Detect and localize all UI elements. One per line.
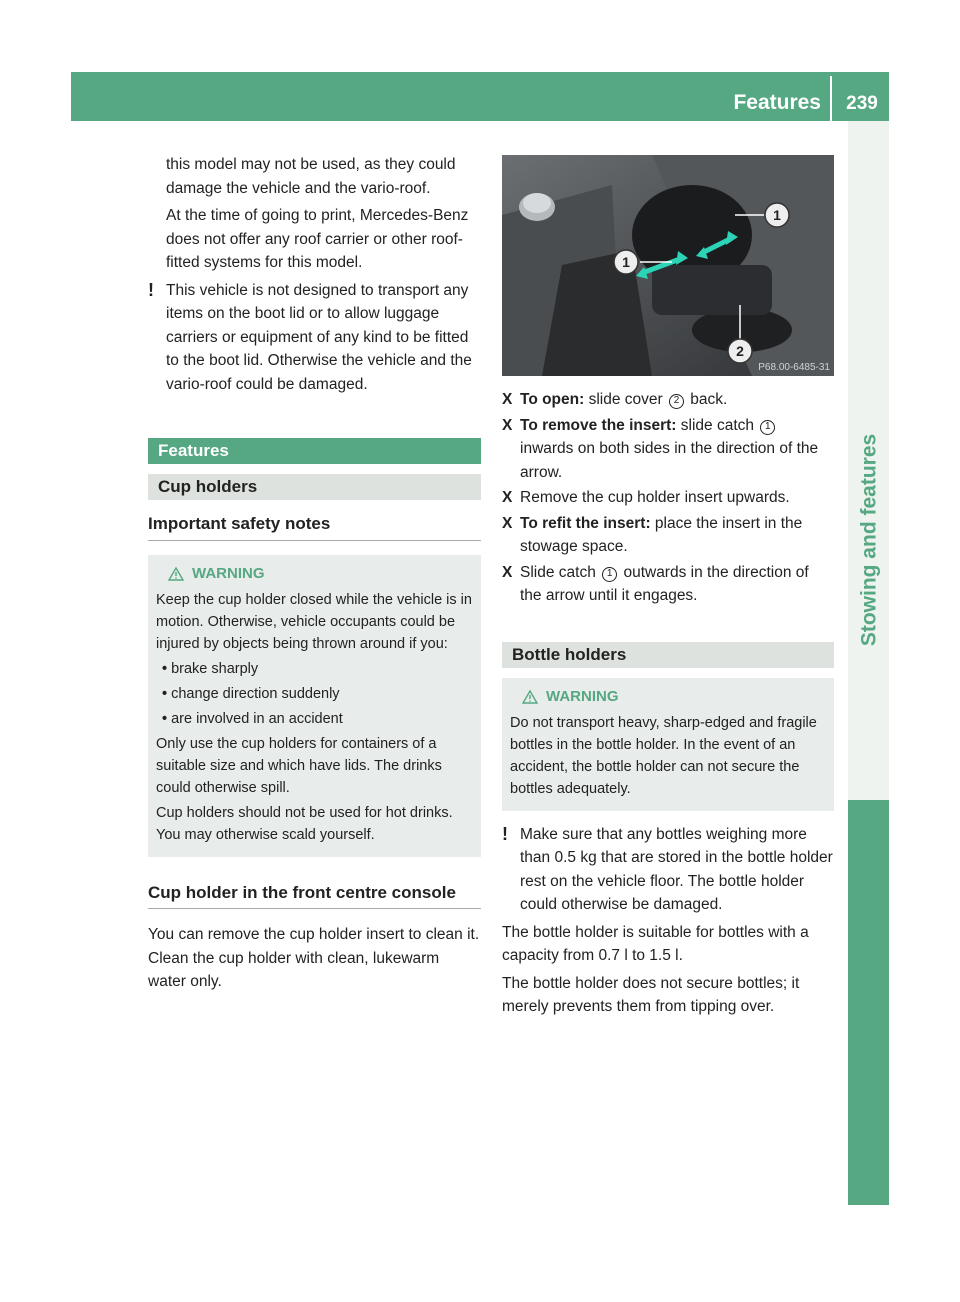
step-slide-catch: X Slide catch 1 outwards in the direction of the arrow until it engages. xyxy=(502,561,834,608)
side-tab-marker xyxy=(848,800,889,1205)
header-title: Features xyxy=(733,91,821,114)
arrow-right-icon: X xyxy=(502,489,513,506)
left-column xyxy=(148,153,481,998)
safety-heading: Important safety notes xyxy=(148,512,481,541)
section-title: Features xyxy=(148,438,481,464)
side-tab xyxy=(848,280,889,800)
exclamation-icon: ! xyxy=(148,279,154,300)
list-item: • change direction suddenly xyxy=(162,685,340,702)
bottle-warning-text: Do not transport heavy, sharp-edged and fragile bottles in the bottle holder. In the event of an accident, the bottle holder can not secure the bottles adequately. xyxy=(510,714,817,797)
side-tab-label: Stowing and features xyxy=(856,433,880,647)
cup-holder-photo xyxy=(502,155,834,376)
step-refit-insert: X To refit the insert: place the insert in the stowage space. xyxy=(502,512,834,559)
warning-paragraph-3: Cup holders should not be used for hot drinks. You may otherwise scald yourself. xyxy=(156,804,453,843)
warning-triangle-icon xyxy=(522,690,538,704)
callout-1-left-label: 1 xyxy=(622,254,630,270)
intro-paragraph-2: At the time of going to print, Mercedes-Benz does not offer any roof carrier or other roof-fitted systems for this model. xyxy=(166,207,469,271)
intro-paragraph-1: this model may not be used, as they could damage the vehicle and the vario-roof. xyxy=(166,156,456,197)
console-heading: Cup holder in the front centre console xyxy=(148,881,481,910)
callout-marker: 2 xyxy=(669,394,684,409)
bottle-holders-title: Bottle holders xyxy=(502,642,834,668)
arrow-right-icon: X xyxy=(502,563,513,581)
callout-marker: 1 xyxy=(602,567,617,582)
arrow-right-icon: X xyxy=(502,416,513,434)
callout-2-label: 2 xyxy=(736,343,744,359)
subsection-title: Cup holders xyxy=(148,474,481,500)
step-remove-upwards: X Remove the cup holder insert upwards. xyxy=(502,486,834,510)
arrow-right-icon: X xyxy=(502,391,513,408)
arrow-right-icon: X xyxy=(502,514,513,532)
page-number: 239 xyxy=(846,93,878,114)
list-item: • are involved in an accident xyxy=(162,710,343,727)
cup-holder-illustration xyxy=(502,155,834,376)
step-open: X To open: slide cover 2 back. xyxy=(502,388,834,412)
header-separator xyxy=(830,76,832,121)
console-text: You can remove the cup holder insert to clean it. Clean the cup holder with clean, lukewarm water only. xyxy=(148,926,480,990)
step-remove-insert: X To remove the insert: slide catch 1 inwards on both sides in the direction of the arrow. xyxy=(502,414,834,485)
note-boot-lid xyxy=(148,279,481,397)
bottle-tipping-text: The bottle holder does not secure bottles; it merely prevents them from tipping over. xyxy=(502,974,800,1015)
warning-title-text: WARNING xyxy=(546,687,619,705)
callout-1-right-label: 1 xyxy=(773,207,781,223)
list-item: • brake sharply xyxy=(162,660,259,677)
page-header xyxy=(71,72,889,121)
warning-box xyxy=(148,555,481,857)
bottle-capacity-text: The bottle holder is suitable for bottles with a capacity from 0.7 l to 1.5 l. xyxy=(502,923,809,964)
callout-marker: 1 xyxy=(760,420,775,435)
warning-title xyxy=(156,563,473,585)
bottle-warning-box xyxy=(502,678,834,811)
warning-paragraph-2: Only use the cup holders for containers of a suitable size and which have lids. The drinks could otherwise spill. xyxy=(156,735,442,796)
exclamation-icon: ! xyxy=(502,823,508,844)
note-text: This vehicle is not designed to transport any items on the boot lid or to allow luggage carriers or equipment of any kind to be fitted to the boot lid. Otherwise the vehicle and the vario-roof could be damaged. xyxy=(166,281,472,393)
photo-credit: P68.00-6485-31 xyxy=(758,362,830,373)
warning-title-text: WARNING xyxy=(192,564,265,582)
note-text: Make sure that any bottles weighing more than 0.5 kg that are stored in the bottle holder rest on the vehicle floor. The bottle holder could otherwise be damaged. xyxy=(520,825,833,913)
warning-triangle-icon xyxy=(168,567,184,581)
right-column xyxy=(502,388,834,1023)
warning-paragraph-1: Keep the cup holder closed while the vehicle is in motion. Otherwise, vehicle occupants could be injured by objects being thrown around if you: xyxy=(156,591,472,652)
note-bottle-weight xyxy=(502,823,834,917)
warning-title xyxy=(510,686,826,708)
